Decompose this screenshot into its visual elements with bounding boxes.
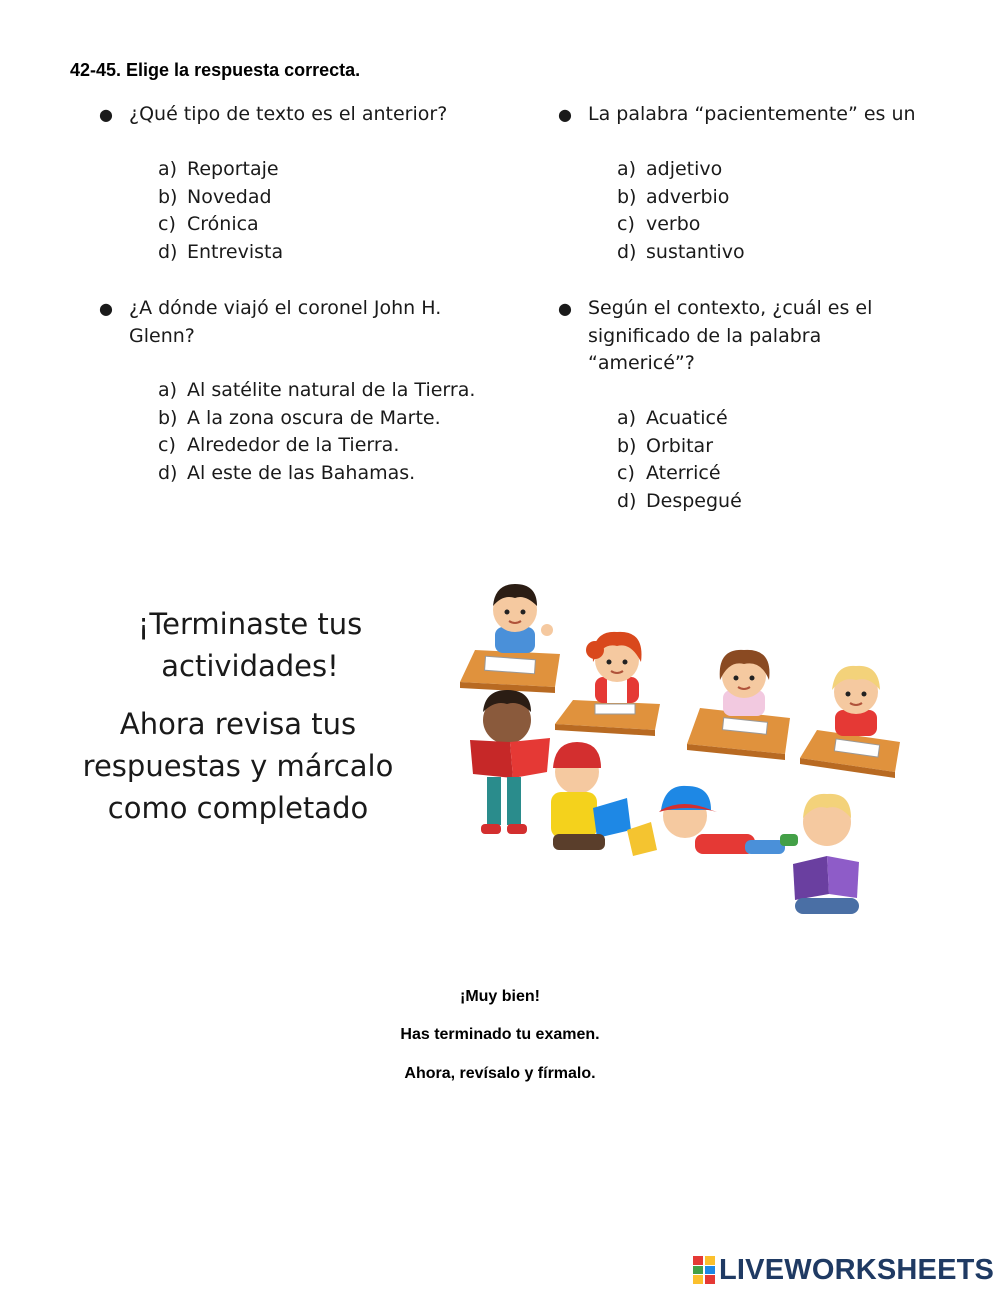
question-4-options	[617, 405, 742, 516]
question-2-prompt: ¿A dónde viajó el coronel John H. Glenn?	[129, 297, 442, 347]
section-heading: 42-45. Elige la respuesta correcta.	[70, 60, 361, 80]
question-4-prompt: Según el contexto, ¿cuál es el significado de la palabra “americé”?	[588, 297, 873, 374]
final-message-line-3: Ahora, revísalo y fírmalo.	[404, 1065, 596, 1082]
option[interactable]: b) Orbitar	[617, 434, 714, 457]
question-2-options	[158, 377, 475, 488]
option[interactable]: c) Alrededor de la Tierra.	[158, 434, 400, 457]
child-6	[551, 742, 631, 850]
bullet-icon: ●	[558, 299, 572, 318]
question-2	[99, 295, 469, 350]
option[interactable]: b) adverbio	[617, 185, 730, 208]
option[interactable]: d) Al este de las Bahamas.	[158, 462, 416, 485]
child-5	[470, 690, 550, 834]
option[interactable]: d) sustantivo	[617, 241, 745, 264]
option[interactable]: d) Entrevista	[158, 241, 284, 264]
bullet-icon: ●	[99, 299, 113, 318]
question-1-prompt: ¿Qué tipo de texto es el anterior?	[129, 103, 448, 125]
child-3	[720, 650, 770, 716]
final-message-line-1: ¡Muy bien!	[460, 988, 540, 1005]
liveworksheets-logo	[693, 1253, 994, 1287]
child-4	[832, 666, 880, 736]
option[interactable]: b) Novedad	[158, 185, 272, 208]
child-8	[793, 794, 859, 914]
question-3-prompt: La palabra “pacientemente” es un	[588, 103, 916, 125]
children-reading-illustration	[455, 572, 915, 932]
question-1-options	[158, 156, 283, 267]
final-message-line-2: Has terminado tu examen.	[400, 1026, 600, 1043]
question-4	[558, 295, 893, 378]
done-message-title: ¡Terminaste tus actividades!	[137, 607, 363, 683]
option[interactable]: a) adjetivo	[617, 158, 723, 180]
option[interactable]: c) verbo	[617, 213, 701, 236]
option[interactable]: c) Aterricé	[617, 462, 721, 485]
logo-tiles-icon	[693, 1256, 715, 1284]
child-2	[586, 632, 642, 703]
option[interactable]: a) Al satélite natural de la Tierra.	[158, 379, 476, 401]
child-1	[493, 584, 553, 653]
child-7	[627, 786, 798, 856]
bullet-icon: ●	[558, 105, 572, 124]
done-message-body: Ahora revisa tus respuestas y márcalo como completado	[82, 707, 394, 825]
desk-4	[800, 730, 900, 778]
option[interactable]: b) A la zona oscura de Marte.	[158, 406, 441, 429]
logo-text: LIVEWORKSHEETS	[719, 1253, 995, 1286]
option[interactable]: a) Acuaticé	[617, 407, 728, 429]
question-3-options	[617, 156, 745, 267]
question-1	[99, 101, 489, 129]
bullet-icon: ●	[99, 105, 113, 124]
option[interactable]: c) Crónica	[158, 213, 259, 236]
option[interactable]: a) Reportaje	[158, 158, 279, 180]
question-3	[558, 101, 968, 129]
option[interactable]: d) Despegué	[617, 490, 742, 513]
